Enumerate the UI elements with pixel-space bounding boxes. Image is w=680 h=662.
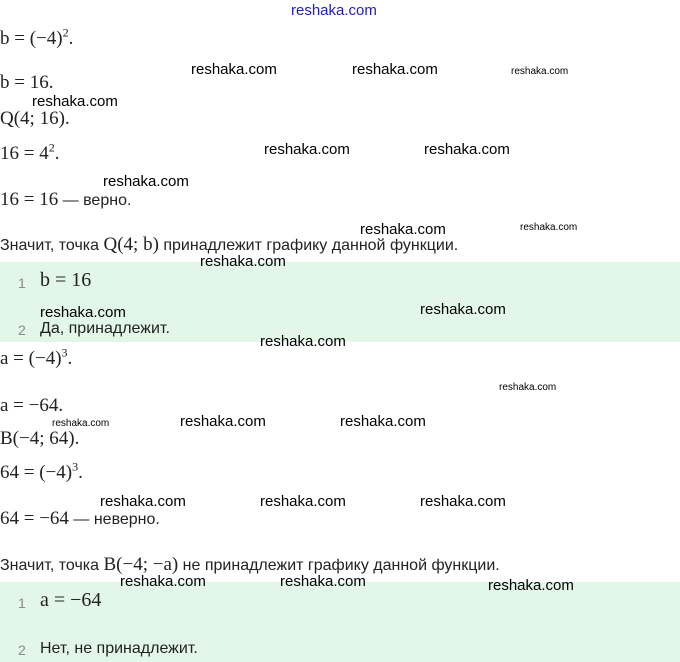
verification-equation: 16 = 16 [0,189,59,210]
equation-period: . [67,348,73,369]
answer-number: 2 [18,642,26,658]
watermark: reshaka.com [260,333,346,350]
point-q: Q(4; 16). [0,108,70,129]
verification-equation: 64 = −64 [0,508,69,529]
verification-true [0,189,131,211]
watermark: reshaka.com [52,418,110,429]
watermark: reshaka.com [280,573,366,590]
equation-period: . [78,462,83,483]
watermark: reshaka.com [191,61,277,78]
site-watermark-top: reshaka.com [291,2,377,19]
equation-period: . [68,28,74,49]
equation-text: a = (−4) [0,348,62,369]
watermark: reshaka.com [511,66,569,77]
answer-number: 2 [18,322,26,338]
conclusion-2 [0,554,500,576]
watermark: reshaka.com [103,173,189,190]
equation-b-value: b = 16. [0,72,54,93]
equation-64-check [0,459,83,484]
verification-verdict: — верно. [58,192,132,209]
answer-text: Нет, не принадлежит. [40,640,198,657]
watermark: reshaka.com [520,222,578,233]
watermark: reshaka.com [420,493,506,510]
conclusion-tail: принадлежит графику данной функции. [158,237,459,254]
verification-verdict: — неверно. [68,511,160,528]
equation-text: 64 = (−4) [0,462,73,483]
conclusion-lead: Значит, точка [0,237,104,254]
watermark: reshaka.com [360,221,446,238]
watermark: reshaka.com [100,493,186,510]
watermark: reshaka.com [120,573,206,590]
answer-block-1 [0,262,680,342]
conclusion-point: B(−4; −a) [103,554,179,575]
watermark: reshaka.com [488,577,574,594]
conclusion-lead: Значит, точка [0,557,104,574]
watermark: reshaka.com [260,493,346,510]
equation-b-squared [0,25,74,50]
watermark: reshaka.com [420,301,506,318]
equation-16-check [0,140,60,165]
answer-number: 1 [18,275,26,291]
watermark: reshaka.com [352,61,438,78]
equation-text: b = (−4) [0,28,63,49]
exponent: 2 [62,25,69,40]
verification-false [0,508,160,530]
answer-block-2 [0,582,680,662]
watermark: reshaka.com [32,93,118,110]
exponent: 3 [72,459,79,474]
exponent: 3 [61,345,68,360]
answer-text: Да, принадлежит. [40,320,170,337]
answer-number: 1 [18,595,26,611]
watermark: reshaka.com [200,253,286,270]
answer-value: b = 16 [40,269,92,291]
watermark: reshaka.com [264,141,350,158]
equation-period: . [54,143,60,164]
watermark: reshaka.com [424,141,510,158]
watermark: reshaka.com [180,413,266,430]
answer-value: a = −64 [40,589,102,611]
equation-a-cubed [0,345,73,370]
conclusion-tail: не принадлежит графику данной функции. [178,557,500,574]
watermark: reshaka.com [40,304,126,321]
watermark: reshaka.com [340,413,426,430]
point-b: B(−4; 64). [0,428,80,449]
equation-a-value: a = −64. [0,395,64,416]
conclusion-point: Q(4; b) [103,234,159,255]
equation-text: 16 = 4 [0,143,49,164]
exponent: 2 [48,140,55,155]
watermark: reshaka.com [499,382,557,393]
